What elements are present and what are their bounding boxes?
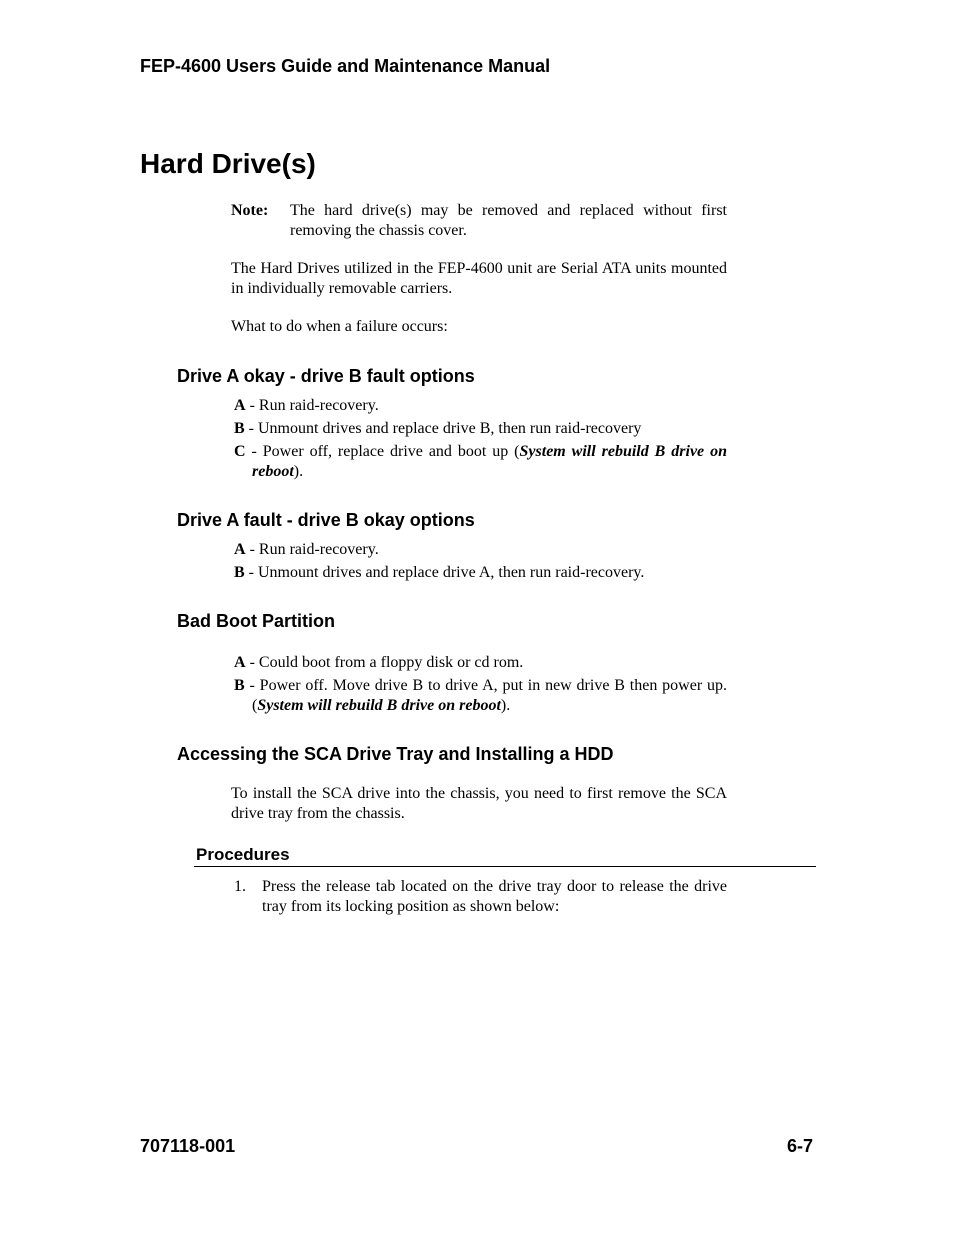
sca-paragraph: To install the SCA drive into the chassis, you need to first remove the SCA drive tray from the chassis. [231, 785, 727, 822]
option-item [234, 676, 727, 716]
procedure-step [234, 877, 727, 917]
option-emphasis: System will rebuild B drive on reboot [252, 443, 727, 480]
option-key: B [234, 564, 245, 581]
section-heading-a-okay: Drive A okay - drive B fault options [177, 366, 475, 386]
option-key: A [234, 397, 246, 414]
option-text: - Unmount drives and replace drive B, then run raid-recovery [244, 420, 642, 437]
failure-lead-text: What to do when a failure occurs: [231, 318, 448, 335]
options-list-bad-boot [234, 653, 727, 719]
option-text: - Could boot from a floppy disk or cd rom. [245, 654, 524, 671]
footer-doc-number: 707118-001 [140, 1136, 236, 1156]
option-item [234, 653, 727, 673]
option-text: - Power off. Move drive B to drive A, put in new drive B then power up. ( [244, 677, 727, 714]
option-text: - Run raid-recovery. [245, 397, 379, 414]
section-heading-sca: Accessing the SCA Drive Tray and Installing a HDD [177, 744, 614, 764]
option-item [234, 442, 727, 482]
note-text: The hard drive(s) may be removed and replaced without first removing the chassis cover. [290, 202, 727, 239]
option-emphasis: System will rebuild B drive on reboot [257, 697, 501, 714]
option-text: - Power off, replace drive and boot up ( [245, 443, 520, 460]
footer-page-number: 6-7 [786, 1136, 813, 1156]
section-heading-bad-boot: Bad Boot Partition [177, 611, 335, 631]
note [231, 201, 727, 241]
option-tail: ). [500, 697, 511, 714]
option-key: A [234, 541, 246, 558]
options-list-a-okay [234, 396, 727, 485]
step-number: 1. [234, 878, 246, 895]
option-item [234, 396, 727, 416]
option-text: - Unmount drives and replace drive A, then run raid-recovery. [244, 564, 645, 581]
running-header: FEP-4600 Users Guide and Maintenance Manual [140, 56, 551, 76]
option-item [234, 563, 727, 583]
intro-paragraph: The Hard Drives utilized in the FEP-4600 unit are Serial ATA units mounted in individually removable carriers. [231, 260, 727, 297]
note-label: Note: [231, 202, 269, 219]
option-key: C [234, 443, 246, 460]
option-key: B [234, 677, 245, 694]
option-tail: ). [293, 463, 304, 480]
procedures-heading: Procedures [196, 845, 290, 864]
option-key: A [234, 654, 246, 671]
procedures-rule [194, 866, 816, 867]
option-key: B [234, 420, 245, 437]
section-heading-a-fault: Drive A fault - drive B okay options [177, 510, 475, 530]
options-list-a-fault [234, 540, 727, 586]
option-item [234, 419, 727, 439]
option-text: - Run raid-recovery. [245, 541, 379, 558]
option-item [234, 540, 727, 560]
page-title: Hard Drive(s) [140, 148, 316, 179]
step-text: Press the release tab located on the drive tray door to release the drive tray from its locking position as shown below: [262, 878, 727, 915]
